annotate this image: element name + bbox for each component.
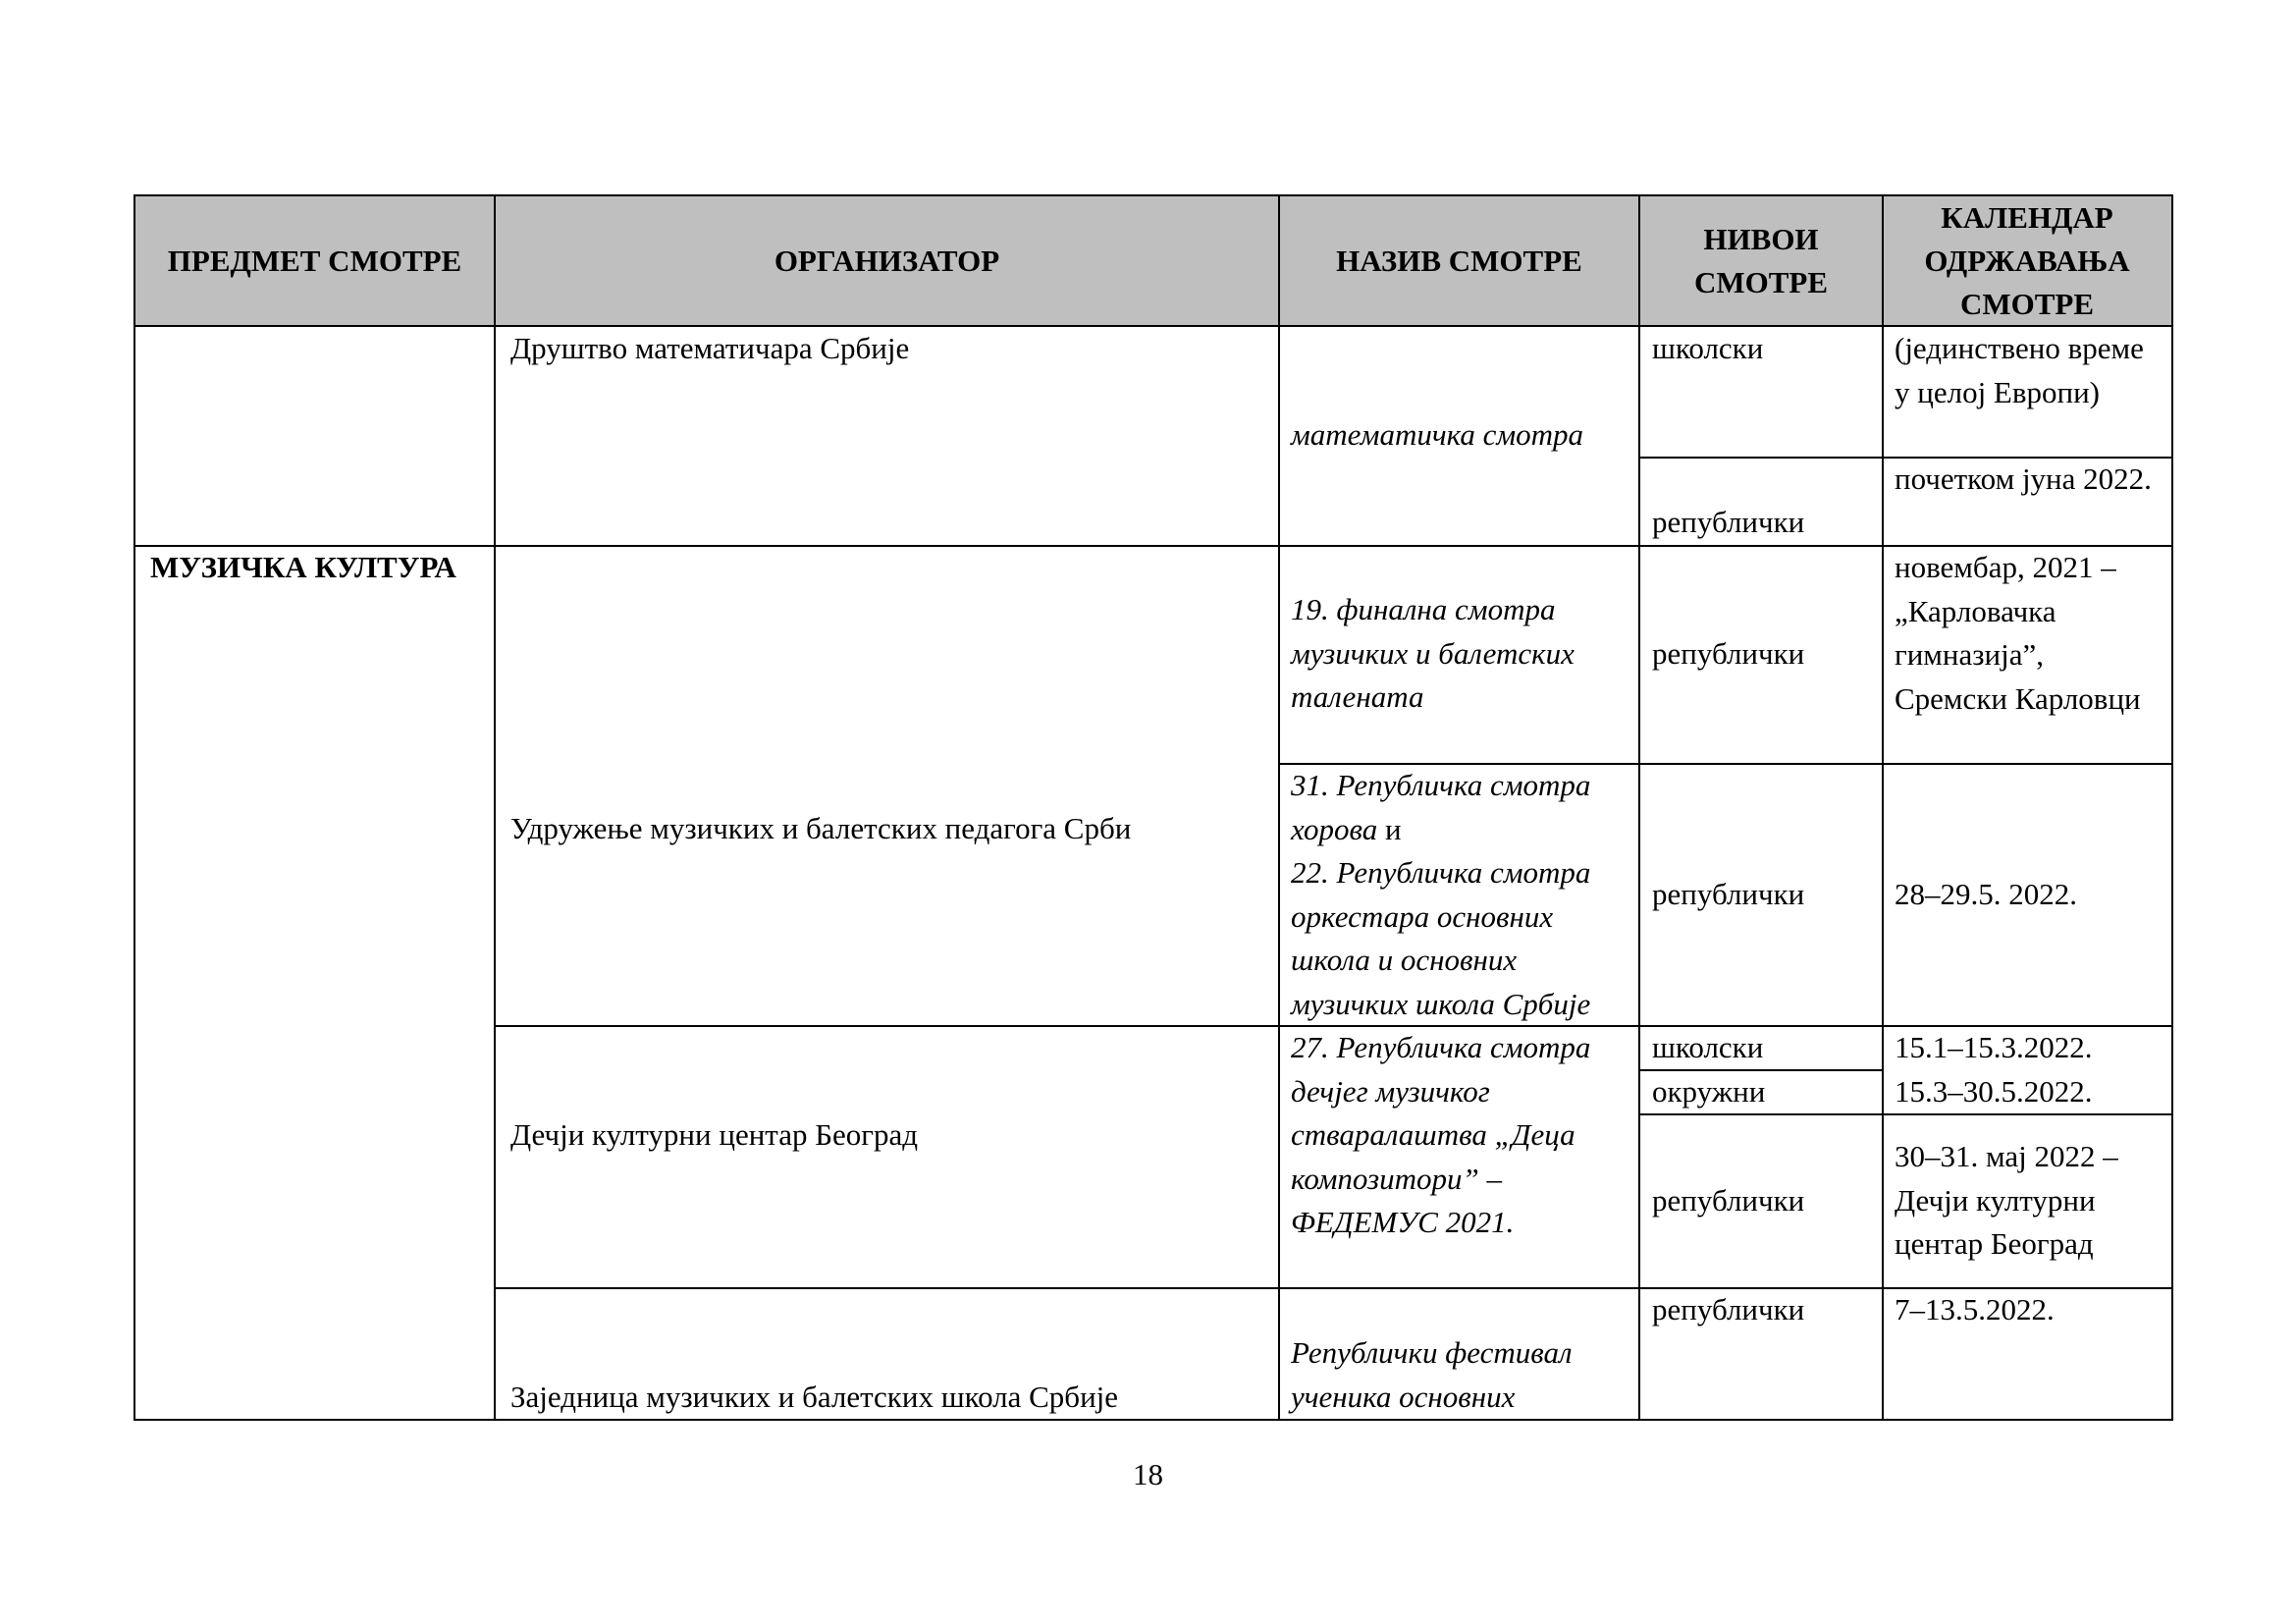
music-event-name-2: [1279, 764, 1639, 1026]
music-organizer-1: Удружење музичких и балетских педагога Срби: [510, 811, 1132, 845]
music-date-1: новембар, 2021 – „Карловачка гимназија”, Сремски Карловци: [1895, 550, 2141, 716]
table-border: [133, 1419, 2173, 1421]
table-border: [2171, 194, 2173, 1421]
music-level-3-district: окружни: [1652, 1074, 1766, 1109]
table-border: [495, 1287, 2173, 1289]
music-event-name-2-conj: и: [1377, 811, 1402, 846]
table-border: [133, 545, 2173, 547]
table-border: [1639, 1069, 1883, 1071]
math-level-school: школски: [1652, 331, 1764, 365]
music-date-4: 7–13.5.2022.: [1895, 1292, 2055, 1326]
music-level-1: републички: [1652, 636, 1805, 671]
music-level-2: републички: [1652, 877, 1805, 911]
music-date-2: 28–29.5. 2022.: [1895, 877, 2077, 911]
table-border: [133, 194, 2173, 196]
table-border: [1638, 194, 1640, 1421]
header-subject: ПРЕДМЕТ СМОТРЕ: [134, 195, 495, 326]
music-subject: МУЗИЧКА КУЛТУРА: [150, 550, 456, 584]
table-border: [1882, 194, 1884, 1421]
music-organizer-4: Заједница музичких и балетских школа Србије: [510, 1380, 1119, 1414]
math-date-republic: почетком јуна 2022.: [1895, 461, 2152, 496]
table-border: [1639, 1113, 2173, 1115]
header-organizer: ОРГАНИЗАТОР: [495, 195, 1279, 326]
page-number: 18: [1133, 1457, 1163, 1491]
header-level: НИВОИ СМОТРЕ: [1639, 195, 1883, 326]
table-border: [1279, 763, 2173, 765]
table-border: [1278, 194, 1280, 1421]
table-border: [1639, 457, 2173, 459]
music-organizer-3: Дечји културни центар Београд: [510, 1117, 919, 1152]
table-border: [495, 1025, 2173, 1027]
music-date-3-district: 15.3–30.5.2022.: [1895, 1074, 2093, 1109]
music-event-name-2b: 22. Републичка смотра оркестара основних школа и основних музичких школа Србије: [1291, 855, 1591, 1021]
math-event-name: математичка смотра: [1291, 417, 1584, 452]
header-calendar: КАЛЕНДАР ОДРЖАВАЊА СМОТРЕ: [1883, 195, 2171, 326]
table-border: [133, 325, 2173, 327]
music-level-4: републички: [1652, 1292, 1805, 1326]
music-event-name-4: Републички фестивал ученика основних: [1291, 1335, 1573, 1414]
table-border: [133, 194, 135, 1421]
math-date-school: (јединствено време у целој Европи): [1895, 331, 2144, 409]
music-level-3-school: школски: [1652, 1030, 1764, 1064]
music-date-3-school: 15.1–15.3.2022.: [1895, 1030, 2093, 1064]
music-event-name-2a: 31. Републичка смотра хорова: [1291, 768, 1591, 846]
music-date-3-republic: 30–31. мај 2022 – Дечји културни центар Београд: [1895, 1139, 2118, 1261]
music-event-name-3: 27. Републичка смотра дечјег музичког стваралаштва „Деца композитори” – ФЕДЕМУС 2021.: [1291, 1030, 1591, 1239]
music-event-name-1: 19. финална смотра музичких и балетских талената: [1291, 592, 1575, 714]
header-name: НАЗИВ СМОТРЕ: [1279, 195, 1639, 326]
table-border: [494, 194, 496, 1421]
music-level-3-republic: републички: [1652, 1183, 1805, 1218]
math-level-republic: републички: [1652, 505, 1805, 539]
math-organizer: Друштво математичара Србије: [510, 331, 910, 365]
